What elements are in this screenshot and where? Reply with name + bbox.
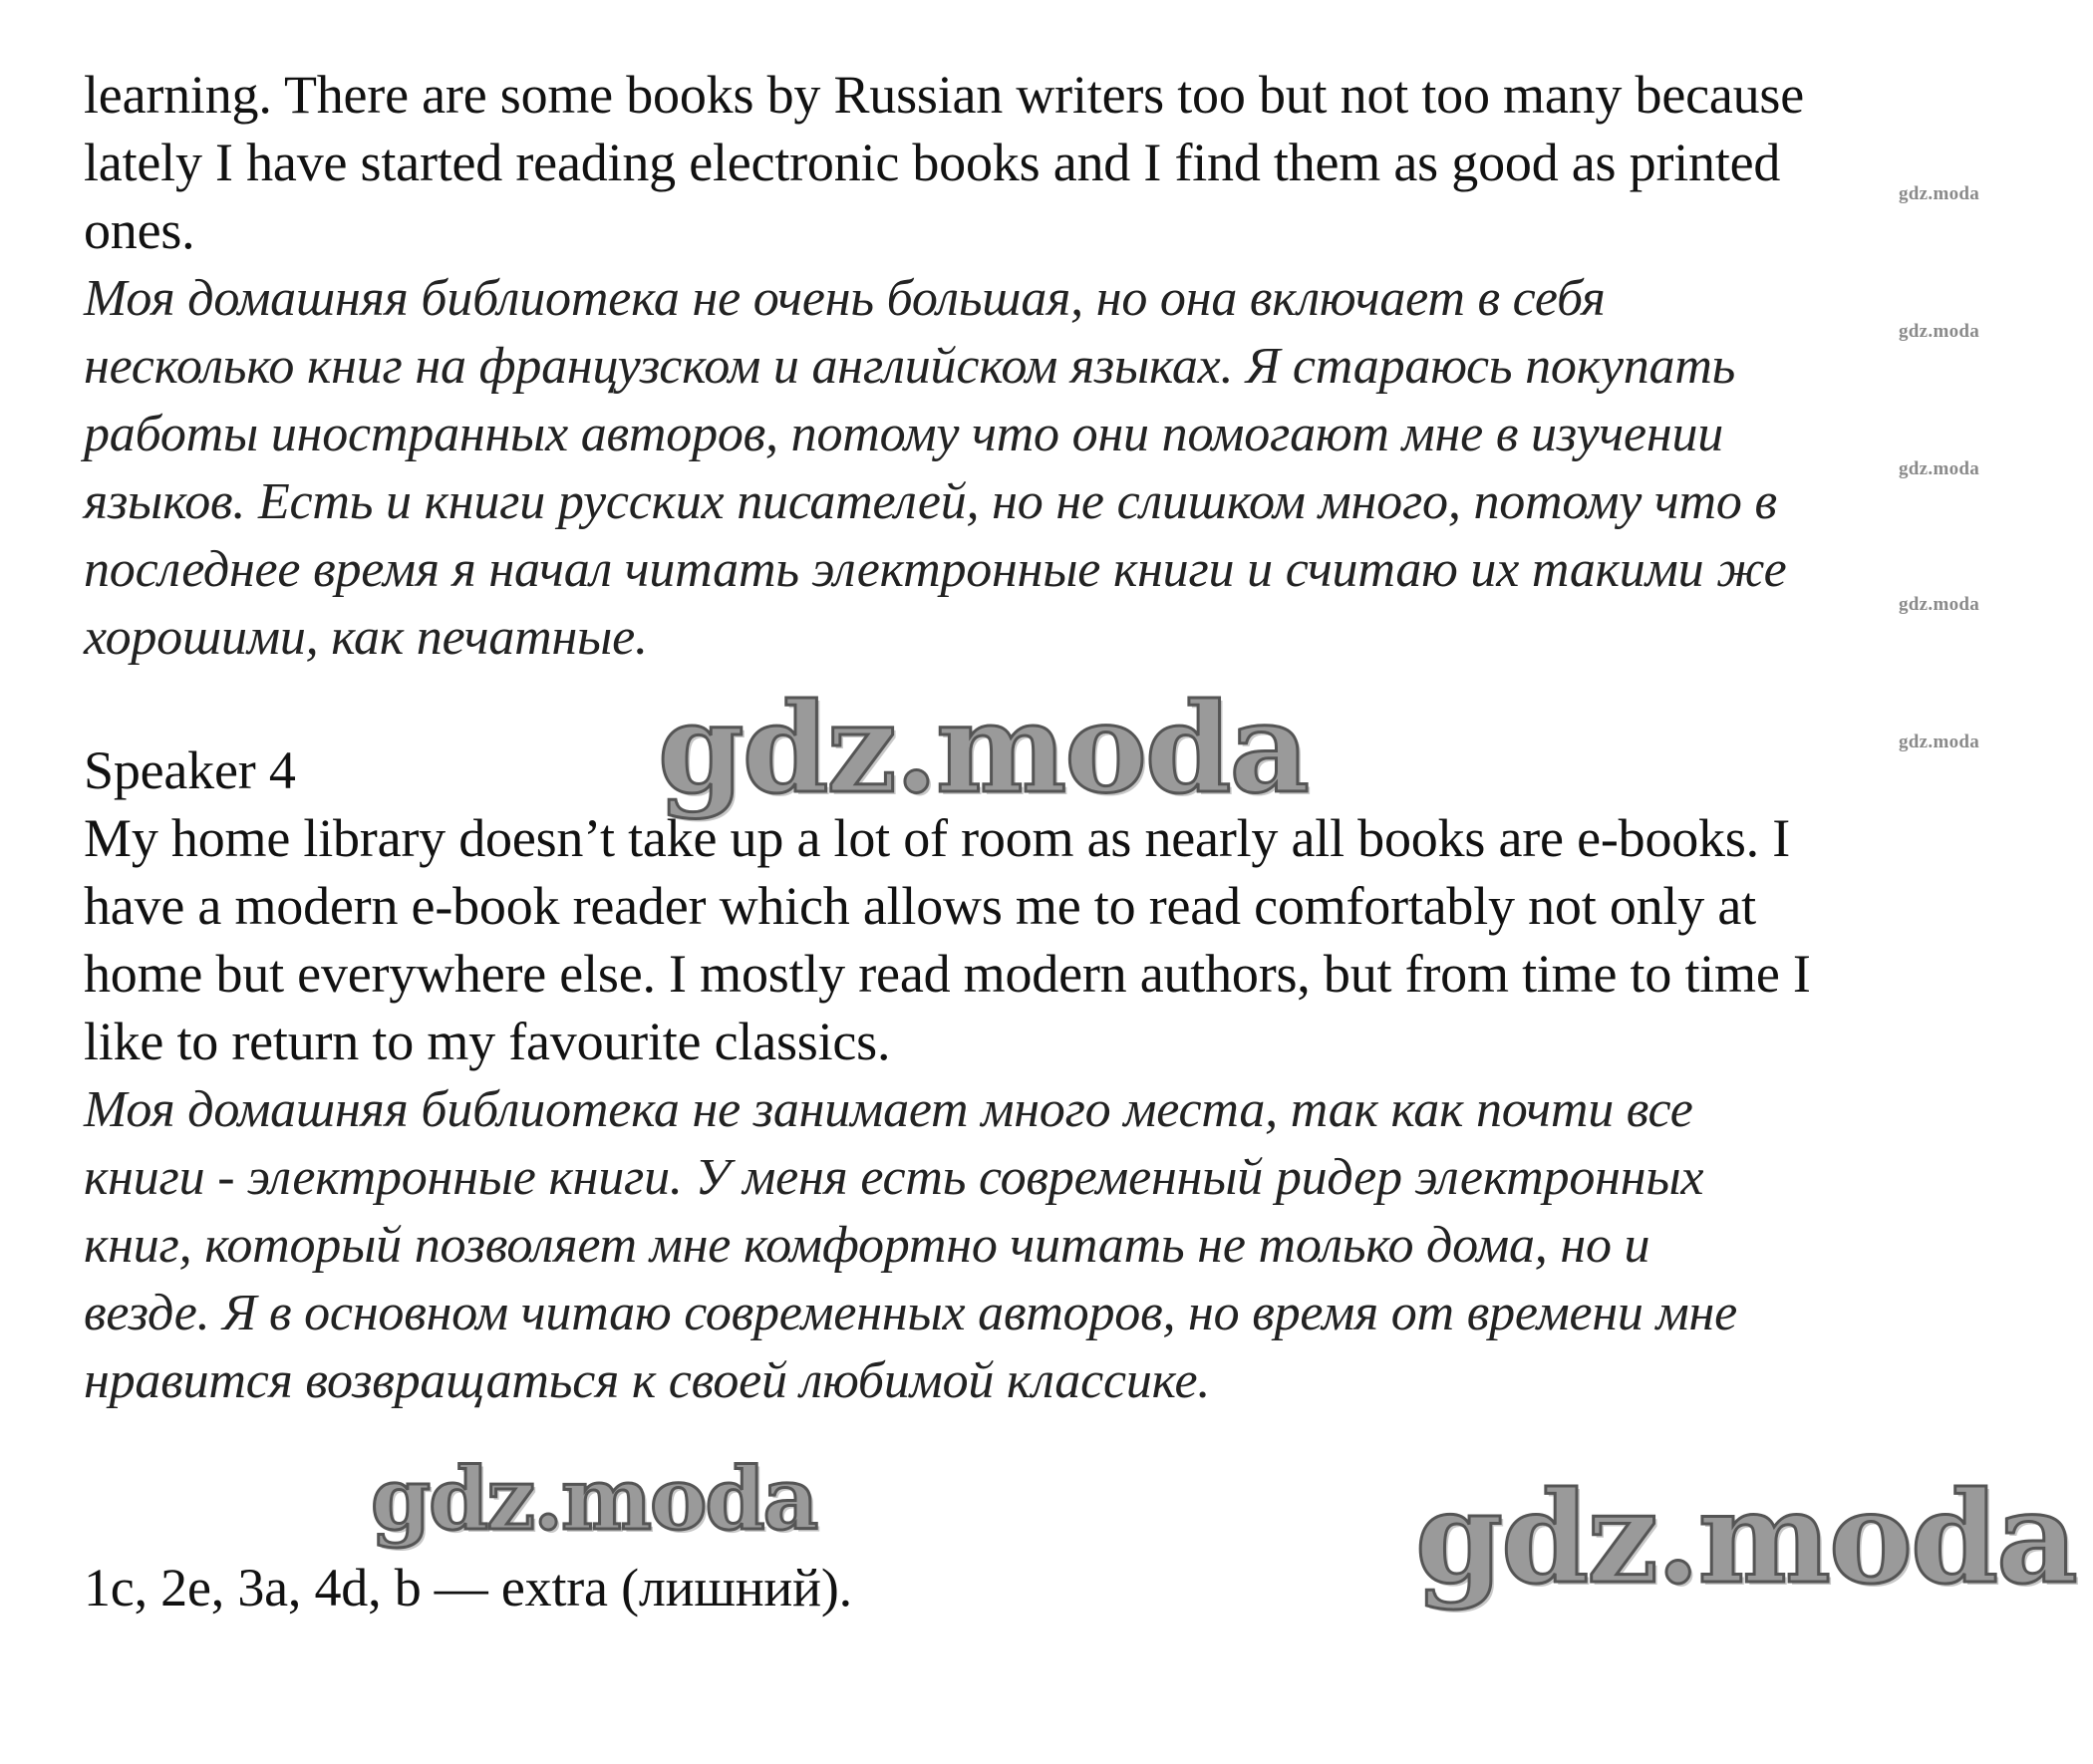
ru-paragraph-line: книг, который позволяет мне комфортно читать не только дома, но и (84, 1217, 1650, 1274)
watermark-small: gdz.moda (1899, 732, 1980, 752)
ru-paragraph-line: хорошими, как печатные. (84, 609, 648, 666)
en-paragraph-line: learning. There are some books by Russian writers too but not too many because (84, 65, 1805, 125)
watermark-large: gdz.moda (371, 1449, 817, 1550)
watermark-small: gdz.moda (1899, 594, 1980, 615)
ru-paragraph-line: последнее время я начал читать электронные книги и считаю их такими же (84, 541, 1787, 598)
ru-paragraph-line: несколько книг на французском и английском языках. Я стараюсь покупать (84, 338, 1736, 395)
en-paragraph-line: have a modern e-book reader which allows me to read comfortably not only at (84, 876, 1756, 936)
ru-paragraph-line: везде. Я в основном читаю современных авторов, но время от времени мне (84, 1285, 1737, 1341)
en-paragraph-line: My home library doesn’t take up a lot of room as nearly all books are e-books. I (84, 808, 1791, 868)
ru-paragraph-line: книги - электронные книги. У меня есть современный ридер электронных (84, 1149, 1704, 1206)
answer-key: 1c, 2e, 3a, 4d, b — extra (лишний). (84, 1558, 852, 1617)
ru-paragraph-line: работы иностранных авторов, потому что они помогают мне в изучении (84, 406, 1724, 462)
en-paragraph-line: ones. (84, 200, 195, 260)
en-paragraph-line: lately I have started reading electronic books and I find them as good as printed (84, 133, 1781, 192)
en-paragraph-line: like to return to my favourite classics. (84, 1012, 891, 1071)
ru-paragraph-line: языков. Есть и книги русских писателей, но не слишком много, потому что в (84, 473, 1777, 530)
en-paragraph-line: home but everywhere else. I mostly read modern authors, but from time to time I (84, 944, 1811, 1004)
ru-paragraph-line: Моя домашняя библиотека не очень большая, но она включает в себя (84, 270, 1606, 327)
watermark-small: gdz.moda (1899, 458, 1980, 479)
watermark-large: gdz.moda (658, 677, 1308, 821)
ru-paragraph-line: Моя домашняя библиотека не занимает много места, так как почти все (84, 1081, 1693, 1138)
watermark-large: gdz.moda (1415, 1464, 2076, 1612)
watermark-small: gdz.moda (1899, 321, 1980, 342)
watermark-small: gdz.moda (1899, 183, 1980, 204)
speaker-heading: Speaker 4 (84, 740, 296, 800)
ru-paragraph-line: нравится возвращаться к своей любимой классике. (84, 1352, 1211, 1409)
